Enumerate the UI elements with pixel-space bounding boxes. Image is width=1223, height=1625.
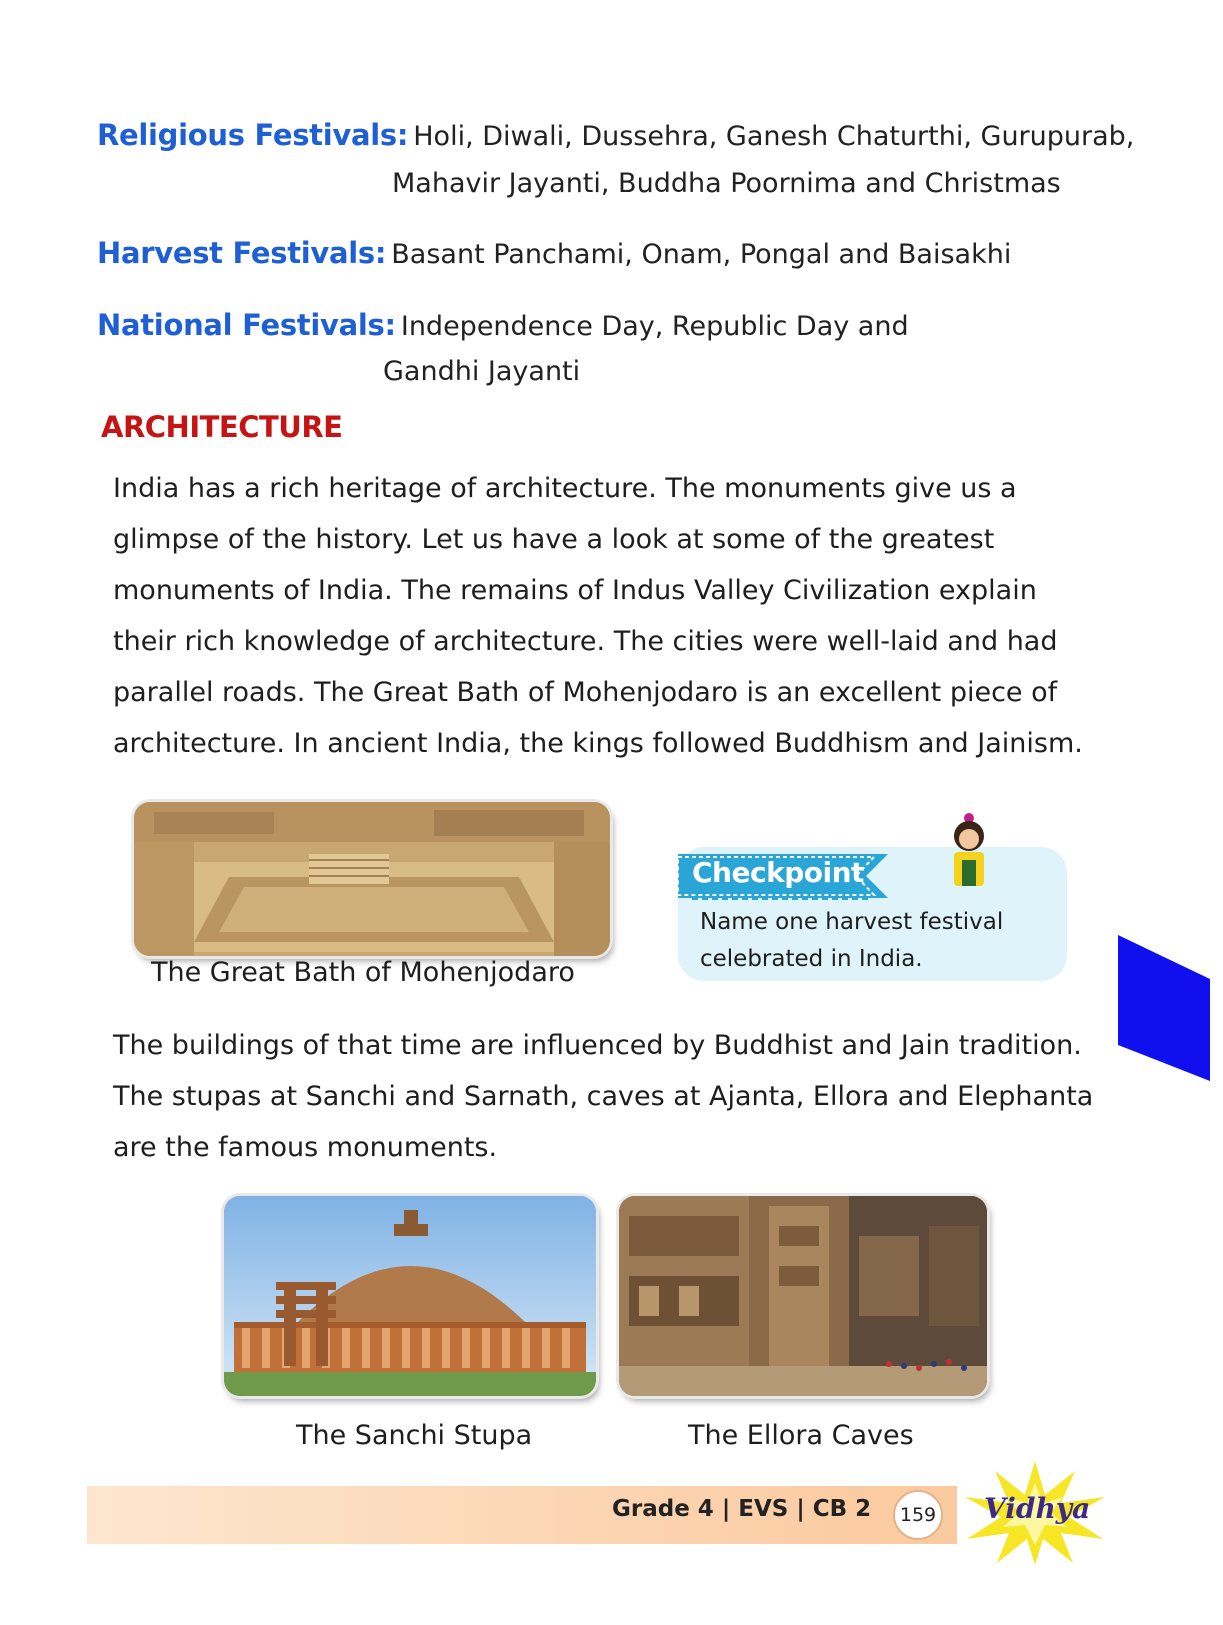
paragraph-line: The stupas at Sanchi and Sarnath, caves at Ajanta, Ellora and Elephanta — [113, 1081, 1094, 1112]
vidhya-logo: Vidhya — [984, 1492, 1091, 1525]
paragraph-line: India has a rich heritage of architecture. The monuments give us a — [113, 473, 1017, 504]
great-bath-image — [134, 802, 610, 956]
ellora-caves-caption: The Ellora Caves — [688, 1420, 914, 1451]
paragraph-line: parallel roads. The Great Bath of Mohenjodaro is an excellent piece of — [113, 677, 1058, 708]
architecture-paragraph-2 — [113, 1020, 1093, 1173]
harvest-festivals-list: Basant Panchami, Onam, Pongal and Baisakhi — [391, 239, 1012, 270]
architecture-heading: ARCHITECTURE — [101, 410, 343, 444]
checkpoint-question — [700, 904, 1003, 978]
footer-label: Grade 4 | EVS | CB 2 — [612, 1496, 872, 1522]
paragraph-line: architecture. In ancient India, the kings followed Buddhism and Jainism. — [113, 728, 1083, 759]
checkpoint-divider — [692, 898, 868, 900]
national-festivals-label: National Festivals: — [97, 308, 396, 342]
architecture-paragraph-1 — [113, 463, 1083, 769]
harvest-festivals-label: Harvest Festivals: — [97, 236, 387, 270]
paragraph-line: The buildings of that time are influenced by Buddhist and Jain tradition. — [113, 1030, 1082, 1061]
checkpoint-question-line: Name one harvest festival — [700, 909, 1004, 935]
harvest-festivals — [97, 236, 1011, 270]
great-bath-caption: The Great Bath of Mohenjodaro — [151, 957, 575, 988]
paragraph-line: monuments of India. The remains of Indus Valley Civilization explain — [113, 575, 1037, 606]
checkpoint-question-line: celebrated in India. — [700, 946, 923, 972]
paragraph-line: glimpse of the history. Let us have a look at some of the greatest — [113, 524, 995, 555]
national-festivals-list: Independence Day, Republic Day and — [400, 311, 909, 342]
religious-festivals — [97, 118, 1134, 152]
religious-festivals-list-continued: Mahavir Jayanti, Buddha Poornima and Christmas — [392, 168, 1061, 199]
checkpoint-title: Checkpoint — [692, 856, 864, 889]
religious-festivals-list: Holi, Diwali, Dussehra, Ganesh Chaturthi, Gurupurab, — [413, 121, 1135, 152]
paragraph-line: are the famous monuments. — [113, 1132, 498, 1163]
side-tab-marker — [1118, 935, 1210, 1081]
sanchi-stupa-image — [224, 1196, 596, 1396]
national-festivals — [97, 308, 909, 342]
girl-character-icon — [944, 812, 994, 890]
page-number: 159 — [893, 1490, 943, 1540]
national-festivals-list-continued: Gandhi Jayanti — [383, 356, 581, 387]
ellora-caves-image — [619, 1196, 987, 1396]
sanchi-stupa-caption: The Sanchi Stupa — [296, 1420, 533, 1451]
religious-festivals-label: Religious Festivals: — [97, 118, 409, 152]
paragraph-line: their rich knowledge of architecture. The cities were well-laid and had — [113, 626, 1058, 657]
